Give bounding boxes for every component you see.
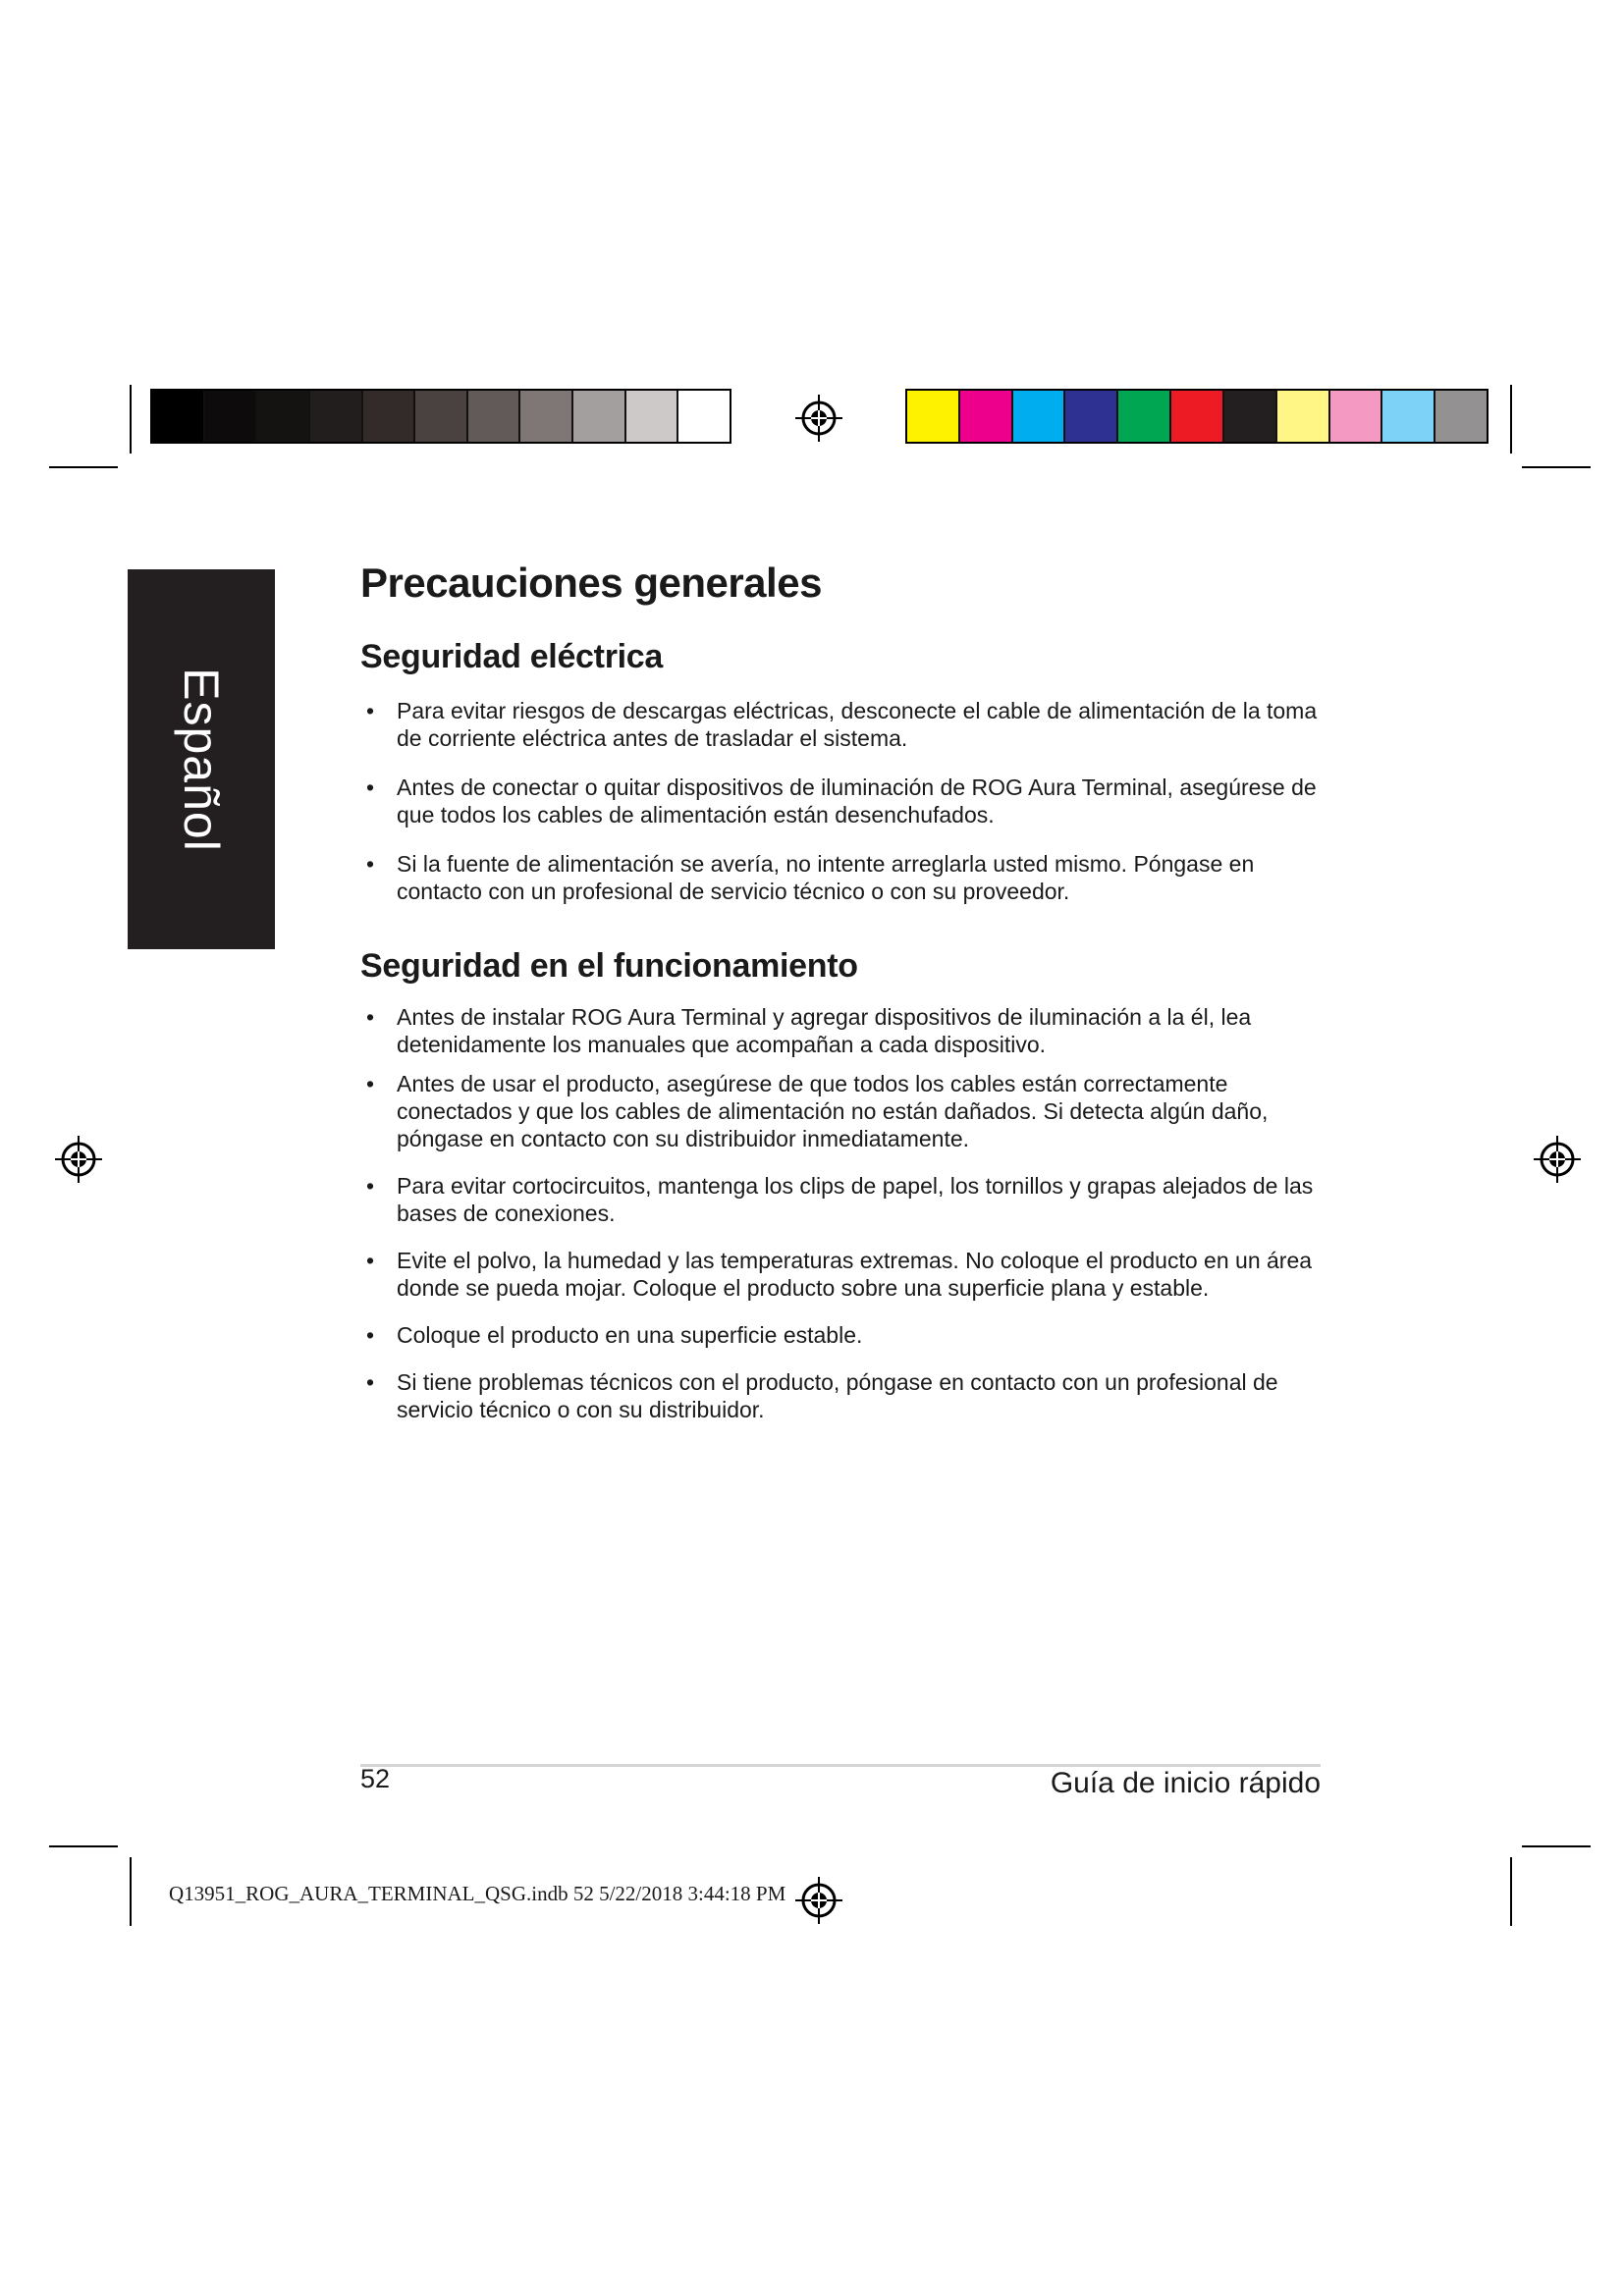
list-item: • Antes de usar el producto, asegúrese de que todos los cables están correctamente conectados y que los cables de alimentación no están dañados. Si detecta algún daño, póngase en contacto con su distribuidor inmediatamente.	[360, 1070, 1327, 1152]
registration-mark-icon	[1532, 1134, 1583, 1185]
color-swatch	[1435, 391, 1487, 442]
grayscale-swatch	[205, 391, 258, 442]
page-number: 52	[360, 1764, 391, 1793]
crop-mark	[49, 466, 118, 468]
crop-mark	[1510, 385, 1512, 454]
electrical-safety-list	[360, 697, 1327, 905]
grayscale-swatch	[257, 391, 310, 442]
bullet-icon: •	[365, 774, 375, 800]
crop-mark	[130, 385, 132, 454]
bullet-icon: •	[365, 1322, 375, 1348]
grayscale-swatch	[363, 391, 416, 442]
crop-mark	[1510, 1857, 1512, 1926]
list-item: • Si la fuente de alimentación se avería, no intente arreglarla usted mismo. Póngase en contacto con un profesional de servicio técnico o con su proveedor.	[360, 850, 1327, 905]
grayscale-swatch	[520, 391, 573, 442]
section-heading-operation: Seguridad en el funcionamiento	[360, 947, 858, 985]
grayscale-swatch	[678, 391, 730, 442]
grayscale-swatch	[152, 391, 205, 442]
color-swatch	[1277, 391, 1330, 442]
grayscale-swatch	[310, 391, 363, 442]
list-item: • Evite el polvo, la humedad y las temperaturas extremas. No coloque el producto en un área donde se pueda mojar. Coloque el producto sobre una superficie plana y estable.	[360, 1247, 1327, 1302]
crop-mark	[1522, 1845, 1591, 1847]
color-swatch	[1065, 391, 1118, 442]
grayscale-swatch	[573, 391, 626, 442]
bullet-icon: •	[365, 851, 375, 877]
color-swatch	[907, 391, 960, 442]
bullet-icon: •	[365, 1248, 375, 1273]
bullet-icon: •	[365, 1071, 375, 1096]
grayscale-swatch	[626, 391, 679, 442]
bullet-icon: •	[365, 1004, 375, 1030]
list-item: • Coloque el producto en una superficie estable.	[360, 1321, 1327, 1349]
section-heading-electrical: Seguridad eléctrica	[360, 638, 663, 675]
main-content	[360, 560, 1327, 1422]
list-item: • Para evitar riesgos de descargas eléctricas, desconecte el cable de alimentación de la toma de corriente eléctrica antes de trasladar el sistema.	[360, 697, 1327, 752]
color-swatch	[1224, 391, 1277, 442]
registration-mark-icon	[793, 1875, 844, 1926]
list-item: • Si tiene problemas técnicos con el producto, póngase en contacto con un profesional de servicio técnico o con su distribuidor.	[360, 1368, 1327, 1423]
list-item: • Antes de conectar o quitar dispositivos de iluminación de ROG Aura Terminal, asegúrese de que todos los cables de alimentación están desenchufados.	[360, 774, 1327, 828]
color-swatch	[1382, 391, 1435, 442]
color-swatch	[1118, 391, 1171, 442]
crop-mark	[130, 1857, 132, 1926]
list-item: • Antes de instalar ROG Aura Terminal y agregar dispositivos de iluminación a la él, lea detenidamente los manuales que acompañan a cada dispositivo.	[360, 1003, 1327, 1058]
operation-safety-list	[360, 1003, 1327, 1423]
grayscale-bar	[150, 389, 731, 444]
bullet-icon: •	[365, 1173, 375, 1199]
list-item: • Para evitar cortocircuitos, mantenga los clips de papel, los tornillos y grapas alejados de las bases de conexiones.	[360, 1172, 1327, 1227]
grayscale-swatch	[415, 391, 468, 442]
page-title: Precauciones generales	[360, 560, 822, 606]
color-swatch	[1330, 391, 1383, 442]
registration-mark-icon	[793, 393, 844, 444]
crop-mark	[1522, 466, 1591, 468]
bullet-icon: •	[365, 698, 375, 723]
grayscale-swatch	[468, 391, 521, 442]
bullet-icon: •	[365, 1369, 375, 1395]
color-swatch	[1171, 391, 1224, 442]
color-swatch	[960, 391, 1013, 442]
language-tab-label: Español	[174, 667, 229, 852]
guide-title: Guía de inicio rápido	[1050, 1767, 1321, 1799]
color-swatch	[1013, 391, 1066, 442]
language-tab	[128, 569, 275, 949]
registration-mark-icon	[53, 1134, 104, 1185]
crop-mark	[49, 1845, 118, 1847]
color-bar	[905, 389, 1489, 444]
print-slug-line: Q13951_ROG_AURA_TERMINAL_QSG.indb 52 5/22/2018 3:44:18 PM	[169, 1882, 786, 1905]
